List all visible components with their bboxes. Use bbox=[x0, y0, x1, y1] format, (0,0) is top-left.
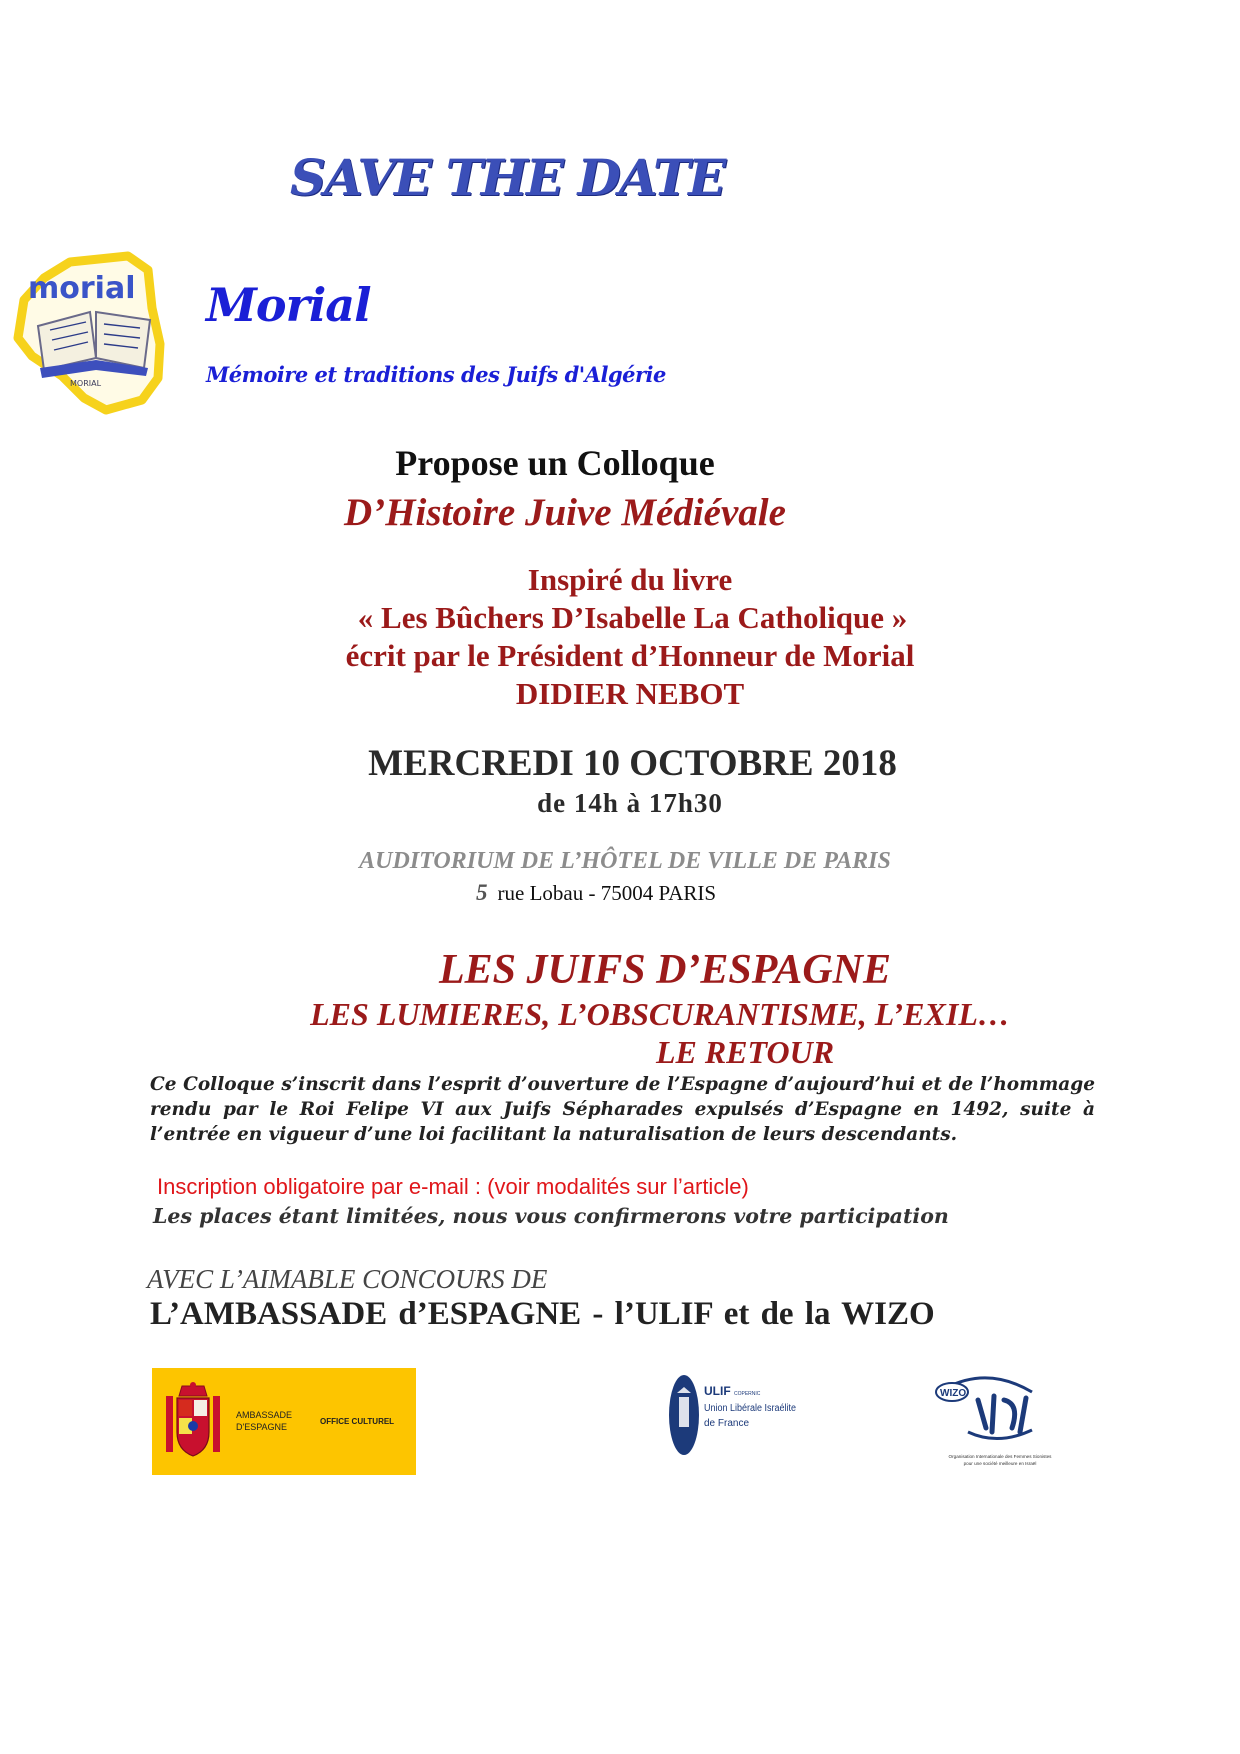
registration-limited: Les places étant limitées, nous vous confirmerons votre participation bbox=[153, 1204, 949, 1228]
save-the-date-heading: SAVE THE DATE bbox=[290, 148, 725, 207]
theme-title: LES JUIFS D’ESPAGNE bbox=[439, 947, 891, 993]
event-address bbox=[476, 880, 716, 906]
ambassade-label: D'ESPAGNE bbox=[236, 1422, 288, 1432]
logo-wordmark: morial bbox=[28, 271, 136, 306]
event-intro: Propose un Colloque bbox=[395, 443, 715, 483]
svg-text:COPERNIC: COPERNIC bbox=[734, 1391, 761, 1397]
ambassade-espagne-logo bbox=[152, 1368, 416, 1475]
event-date: MERCREDI 10 OCTOBRE 2018 bbox=[368, 743, 897, 784]
organization-name: Morial bbox=[206, 278, 371, 332]
svg-text:Organisation Internationale de: Organisation Internationale des Femmes Sionistes bbox=[948, 1454, 1052, 1459]
theme-subtitle-2: LE RETOUR bbox=[655, 1034, 835, 1070]
ulif-logo bbox=[668, 1373, 798, 1459]
organization-tagline: Mémoire et traditions des Juifs d'Algérie bbox=[206, 362, 666, 387]
book-line: écrit par le Président d’Honneur de Morial bbox=[345, 638, 915, 673]
event-hours: de 14h à 17h30 bbox=[537, 788, 723, 818]
svg-text:ULIF: ULIF bbox=[704, 1384, 731, 1398]
event-subject: D’Histoire Juive Médiévale bbox=[344, 491, 786, 534]
address-number: 5 bbox=[476, 880, 488, 905]
description-paragraph: Ce Colloque s’inscrit dans l’esprit d’ouverture de l’Espagne d’aujourd’hui et de l’hommage rendu par le Roi Felipe VI aux Juifs Sépharades expulsés d’Espagne en 1492, suite à l’entrée en vigueur d’une loi facilitant la naturalisation de leurs descendants. bbox=[150, 1074, 1095, 1145]
book-line: Inspiré du livre bbox=[527, 562, 733, 597]
event-venue: AUDITORIUM DE L’HÔTEL DE VILLE DE PARIS bbox=[359, 848, 891, 874]
morial-logo bbox=[10, 248, 185, 418]
svg-text:pour une société meilleure en: pour une société meilleure en Israël bbox=[963, 1461, 1037, 1466]
theme-subtitle: LES LUMIERES, L’OBSCURANTISME, L’EXIL… bbox=[310, 996, 1010, 1032]
svg-text:WIZO: WIZO bbox=[940, 1388, 967, 1399]
book-author: DIDIER NEBOT bbox=[515, 676, 745, 711]
office-culturel-label: OFFICE CULTUREL bbox=[320, 1417, 395, 1426]
wizo-logo bbox=[928, 1370, 1073, 1470]
registration-required: Inscription obligatoire par e-mail : (voir modalités sur l’article) bbox=[157, 1174, 749, 1199]
sponsors-intro: AVEC L’AIMABLE CONCOURS DE bbox=[147, 1264, 548, 1294]
logo-subtext: MORIAL bbox=[70, 379, 102, 388]
svg-text:de France: de France bbox=[704, 1418, 750, 1429]
spain-coat-of-arms-icon bbox=[164, 1380, 222, 1462]
sponsors-list: L’AMBASSADE d’ESPAGNE - l’ULIF et de la WIZO bbox=[150, 1296, 935, 1332]
svg-text:Union Libérale Israélite: Union Libérale Israélite bbox=[704, 1403, 797, 1414]
address-street: rue Lobau - 75004 PARIS bbox=[497, 881, 717, 905]
ambassade-label: AMBASSADE bbox=[236, 1410, 293, 1420]
book-title: « Les Bûchers D’Isabelle La Catholique » bbox=[357, 600, 908, 635]
